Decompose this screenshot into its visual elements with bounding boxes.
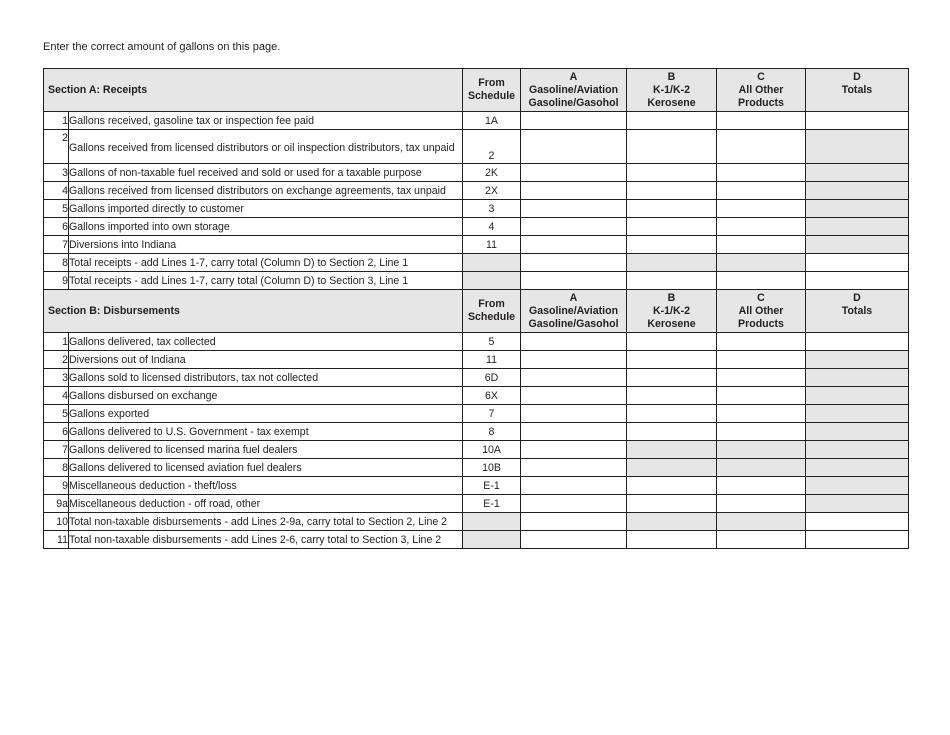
line-number: 8 (44, 459, 69, 477)
col-b-input[interactable] (627, 351, 717, 369)
line-description: Diversions out of Indiana (69, 351, 463, 369)
line-description: Total non-taxable disbursements - add Lines 2-6, carry total to Section 3, Line 2 (69, 531, 463, 549)
line-number: 4 (44, 387, 69, 405)
col-b-shaded (627, 513, 717, 531)
col-d-shaded (806, 130, 909, 164)
col-a-input[interactable] (521, 272, 627, 290)
section-b-header (44, 290, 909, 333)
col-d-input[interactable] (806, 333, 909, 351)
col-d-input[interactable] (806, 531, 909, 549)
col-schedule-header: From Schedule (463, 290, 521, 333)
line-description: Miscellaneous deduction - theft/loss (69, 477, 463, 495)
table-row (44, 513, 909, 531)
col-a-input[interactable] (521, 441, 627, 459)
col-a-input[interactable] (521, 369, 627, 387)
line-number: 1 (44, 112, 69, 130)
schedule-code (463, 513, 521, 531)
schedule-code: 6D (463, 369, 521, 387)
schedule-code: 5 (463, 333, 521, 351)
col-a-input[interactable] (521, 333, 627, 351)
col-c-header: C All Other Products (717, 69, 806, 112)
col-schedule-header: From Schedule (463, 69, 521, 112)
line-number: 7 (44, 236, 69, 254)
col-b-input[interactable] (627, 200, 717, 218)
table-row (44, 423, 909, 441)
col-d-shaded (806, 405, 909, 423)
col-d-shaded (806, 164, 909, 182)
col-a-input[interactable] (521, 182, 627, 200)
table-row (44, 164, 909, 182)
col-d-shaded (806, 351, 909, 369)
table-row (44, 531, 909, 549)
schedule-code: 11 (463, 236, 521, 254)
col-b-input[interactable] (627, 218, 717, 236)
schedule-code (463, 272, 521, 290)
col-c-input[interactable] (717, 112, 806, 130)
table-row (44, 495, 909, 513)
line-description: Gallons imported into own storage (69, 218, 463, 236)
line-description: Gallons received from licensed distributors or oil inspection distributors, tax unpaid (69, 130, 463, 164)
col-b-input[interactable] (627, 182, 717, 200)
col-c-input[interactable] (717, 495, 806, 513)
line-description: Gallons disbursed on exchange (69, 387, 463, 405)
col-d-shaded (806, 423, 909, 441)
section-a-title: Section A: Receipts (44, 69, 463, 112)
table-row (44, 459, 909, 477)
line-number: 3 (44, 369, 69, 387)
table-row (44, 369, 909, 387)
col-a-input[interactable] (521, 387, 627, 405)
col-b-shaded (627, 459, 717, 477)
col-c-input[interactable] (717, 423, 806, 441)
line-number: 2 (44, 351, 69, 369)
schedule-code: 6X (463, 387, 521, 405)
col-a-header: A Gasoline/Aviation Gasoline/Gasohol (521, 69, 627, 112)
schedule-code: 8 (463, 423, 521, 441)
col-b-header: B K-1/K-2 Kerosene (627, 69, 717, 112)
table-row (44, 112, 909, 130)
col-c-input[interactable] (717, 351, 806, 369)
col-c-input[interactable] (717, 182, 806, 200)
line-number: 9a (44, 495, 69, 513)
col-a-input[interactable] (521, 351, 627, 369)
col-d-shaded (806, 218, 909, 236)
schedule-code: 11 (463, 351, 521, 369)
col-c-input[interactable] (717, 236, 806, 254)
col-a-input[interactable] (521, 423, 627, 441)
col-d-shaded (806, 459, 909, 477)
line-description: Total non-taxable disbursements - add Lines 2-9a, carry total to Section 2, Line 2 (69, 513, 463, 531)
col-d-header: D Totals (806, 290, 909, 333)
schedule-code: 3 (463, 200, 521, 218)
col-c-input[interactable] (717, 387, 806, 405)
col-d-shaded (806, 477, 909, 495)
line-number: 6 (44, 423, 69, 441)
col-a-input[interactable] (521, 200, 627, 218)
col-c-shaded (717, 254, 806, 272)
col-b-header: B K-1/K-2 Kerosene (627, 290, 717, 333)
line-description: Total receipts - add Lines 1-7, carry total (Column D) to Section 3, Line 1 (69, 272, 463, 290)
table-row (44, 333, 909, 351)
col-b-input[interactable] (627, 112, 717, 130)
line-description: Gallons received, gasoline tax or inspection fee paid (69, 112, 463, 130)
schedule-code (463, 254, 521, 272)
line-description: Gallons received from licensed distributors on exchange agreements, tax unpaid (69, 182, 463, 200)
col-c-input[interactable] (717, 218, 806, 236)
line-number: 7 (44, 441, 69, 459)
section-a-header (44, 69, 909, 112)
col-d-shaded (806, 441, 909, 459)
line-description: Gallons delivered to licensed aviation fuel dealers (69, 459, 463, 477)
line-number: 8 (44, 254, 69, 272)
col-d-input[interactable] (806, 272, 909, 290)
col-b-input[interactable] (627, 477, 717, 495)
line-number: 5 (44, 405, 69, 423)
line-description: Gallons exported (69, 405, 463, 423)
col-a-input[interactable] (521, 513, 627, 531)
section-b-title: Section B: Disbursements (44, 290, 463, 333)
line-number: 4 (44, 182, 69, 200)
col-c-input[interactable] (717, 369, 806, 387)
col-b-input[interactable] (627, 405, 717, 423)
col-b-input[interactable] (627, 387, 717, 405)
col-d-shaded (806, 387, 909, 405)
schedule-code: 10A (463, 441, 521, 459)
line-description: Gallons sold to licensed distributors, tax not collected (69, 369, 463, 387)
table-row (44, 387, 909, 405)
line-number: 5 (44, 200, 69, 218)
form-instruction: Enter the correct amount of gallons on this page. (43, 41, 281, 53)
col-c-input[interactable] (717, 405, 806, 423)
schedule-code: 7 (463, 405, 521, 423)
col-c-input[interactable] (717, 333, 806, 351)
table-row (44, 351, 909, 369)
line-number: 11 (44, 531, 69, 549)
line-number: 2 (44, 130, 69, 164)
schedule-code: 4 (463, 218, 521, 236)
table-row (44, 182, 909, 200)
col-b-input[interactable] (627, 531, 717, 549)
col-a-input[interactable] (521, 236, 627, 254)
line-description: Gallons delivered to U.S. Government - tax exempt (69, 423, 463, 441)
col-c-shaded (717, 459, 806, 477)
col-a-input[interactable] (521, 459, 627, 477)
col-d-input[interactable] (806, 254, 909, 272)
schedule-code: 1A (463, 112, 521, 130)
line-number: 10 (44, 513, 69, 531)
col-c-header: C All Other Products (717, 290, 806, 333)
table-row (44, 254, 909, 272)
table-row (44, 441, 909, 459)
col-b-input[interactable] (627, 236, 717, 254)
col-b-input[interactable] (627, 423, 717, 441)
table-row (44, 272, 909, 290)
col-c-input[interactable] (717, 164, 806, 182)
col-d-input[interactable] (806, 513, 909, 531)
table-row (44, 200, 909, 218)
line-description: Diversions into Indiana (69, 236, 463, 254)
schedule-code: 2 (463, 130, 521, 164)
col-b-input[interactable] (627, 272, 717, 290)
col-a-input[interactable] (521, 164, 627, 182)
col-a-input[interactable] (521, 477, 627, 495)
col-a-input[interactable] (521, 405, 627, 423)
table-row (44, 218, 909, 236)
gallons-table (43, 68, 909, 549)
col-d-shaded (806, 369, 909, 387)
col-b-input[interactable] (627, 164, 717, 182)
col-c-input[interactable] (717, 200, 806, 218)
col-b-shaded (627, 441, 717, 459)
col-a-input[interactable] (521, 254, 627, 272)
col-c-input[interactable] (717, 272, 806, 290)
line-number: 6 (44, 218, 69, 236)
col-a-header: A Gasoline/Aviation Gasoline/Gasohol (521, 290, 627, 333)
line-description: Gallons delivered to licensed marina fuel dealers (69, 441, 463, 459)
col-a-input[interactable] (521, 130, 627, 164)
line-number: 1 (44, 333, 69, 351)
col-c-shaded (717, 513, 806, 531)
line-description: Gallons delivered, tax collected (69, 333, 463, 351)
col-a-input[interactable] (521, 495, 627, 513)
col-b-input[interactable] (627, 333, 717, 351)
col-b-input[interactable] (627, 369, 717, 387)
line-description: Miscellaneous deduction - off road, other (69, 495, 463, 513)
col-a-input[interactable] (521, 531, 627, 549)
table-row (44, 236, 909, 254)
col-c-input[interactable] (717, 130, 806, 164)
col-b-input[interactable] (627, 130, 717, 164)
table-row (44, 130, 909, 164)
schedule-code: E-1 (463, 477, 521, 495)
col-c-input[interactable] (717, 477, 806, 495)
col-b-input[interactable] (627, 495, 717, 513)
col-d-header: D Totals (806, 69, 909, 112)
line-description: Gallons imported directly to customer (69, 200, 463, 218)
line-description: Gallons of non-taxable fuel received and sold or used for a taxable purpose (69, 164, 463, 182)
table-row (44, 405, 909, 423)
col-d-shaded (806, 495, 909, 513)
line-number: 9 (44, 272, 69, 290)
table-row (44, 477, 909, 495)
col-d-shaded (806, 236, 909, 254)
schedule-code: 10B (463, 459, 521, 477)
col-a-input[interactable] (521, 218, 627, 236)
line-number: 3 (44, 164, 69, 182)
schedule-code (463, 531, 521, 549)
line-description: Total receipts - add Lines 1-7, carry total (Column D) to Section 2, Line 1 (69, 254, 463, 272)
col-c-shaded (717, 441, 806, 459)
schedule-code: 2X (463, 182, 521, 200)
col-d-shaded (806, 200, 909, 218)
col-d-input[interactable] (806, 112, 909, 130)
col-c-input[interactable] (717, 531, 806, 549)
schedule-code: 2K (463, 164, 521, 182)
col-d-shaded (806, 182, 909, 200)
line-number: 9 (44, 477, 69, 495)
schedule-code: E-1 (463, 495, 521, 513)
col-b-shaded (627, 254, 717, 272)
col-a-input[interactable] (521, 112, 627, 130)
